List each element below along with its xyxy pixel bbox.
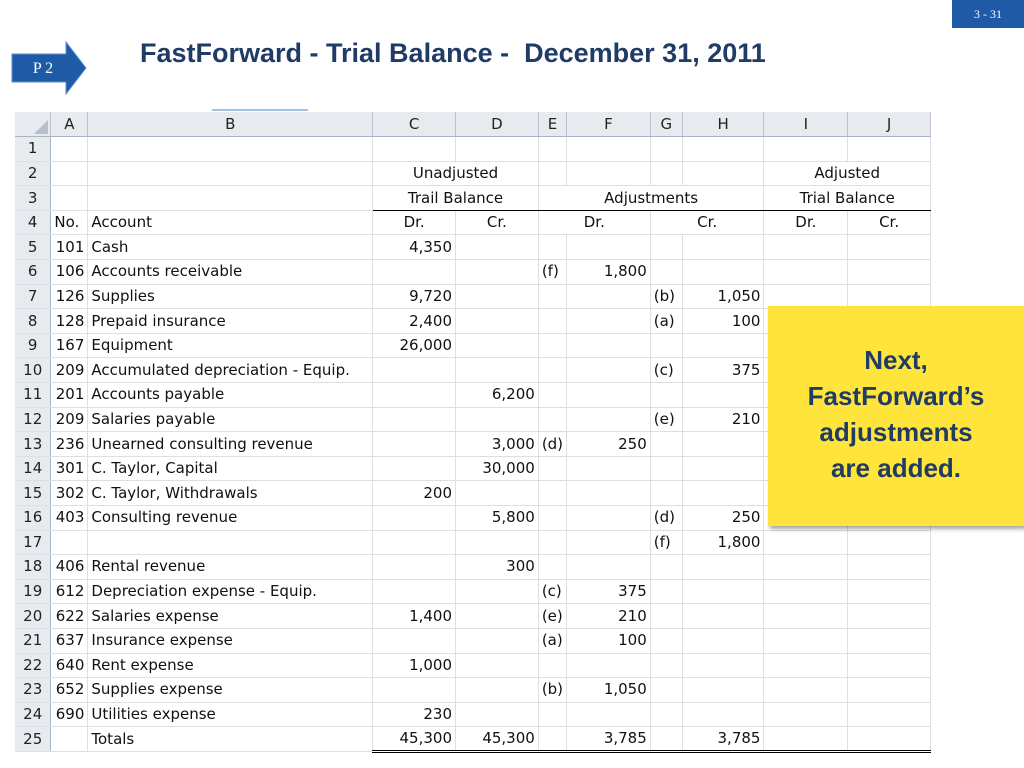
cell-unadj-cr[interactable]: 30,000 xyxy=(456,456,539,481)
row-header[interactable]: 9 xyxy=(15,333,51,358)
cell-unadj-dr[interactable]: 1,400 xyxy=(373,604,456,629)
cell-adj-dr[interactable] xyxy=(567,333,651,358)
row-header[interactable]: 5 xyxy=(15,235,51,260)
callout-line: adjustments xyxy=(819,417,973,447)
column-header-row xyxy=(15,112,931,137)
cell-account-no[interactable]: 128 xyxy=(51,309,88,334)
cell-account-no[interactable]: 301 xyxy=(51,456,88,481)
cell-unadj-dr[interactable]: 9,720 xyxy=(373,284,456,309)
column-header[interactable]: G xyxy=(650,112,682,137)
cell-unadj-cr[interactable]: 6,200 xyxy=(456,383,539,408)
table-row xyxy=(15,653,931,678)
table-row xyxy=(15,604,931,629)
row-header[interactable]: 22 xyxy=(15,653,51,678)
table-row xyxy=(15,702,931,727)
table-row xyxy=(15,161,931,186)
cell[interactable] xyxy=(848,137,931,162)
cell-unadj-cr[interactable] xyxy=(456,604,539,629)
cell-adj-cr-ref[interactable] xyxy=(650,555,682,580)
cell-adj-dr[interactable] xyxy=(567,407,651,432)
cell-adj-cr[interactable] xyxy=(682,678,764,703)
column-header[interactable]: B xyxy=(88,112,373,137)
column-header[interactable]: F xyxy=(567,112,651,137)
cell-adj-cr-ref[interactable] xyxy=(650,333,682,358)
cell-account-no[interactable]: 622 xyxy=(51,604,88,629)
header-adjusted[interactable]: Adjusted xyxy=(764,161,931,186)
row-header[interactable]: 12 xyxy=(15,407,51,432)
cell-adj-cr[interactable]: 375 xyxy=(682,358,764,383)
cell-adj-cr-ref[interactable] xyxy=(650,383,682,408)
cell-account-no[interactable]: 209 xyxy=(51,407,88,432)
cell-account-name[interactable]: Rent expense xyxy=(88,653,373,678)
cell[interactable] xyxy=(567,161,651,186)
cell-account-name[interactable]: C. Taylor, Capital xyxy=(88,456,373,481)
cell-account-name[interactable]: Salaries expense xyxy=(88,604,373,629)
cell-account-no[interactable]: 209 xyxy=(51,358,88,383)
header-trail-balance[interactable]: Trail Balance xyxy=(373,186,539,211)
cell[interactable] xyxy=(88,137,373,162)
cell-account-no[interactable]: 101 xyxy=(51,235,88,260)
table-row xyxy=(15,628,931,653)
cell-adj-dr-ref[interactable]: (d) xyxy=(538,432,566,457)
cell-adj-dr-ref[interactable] xyxy=(538,309,566,334)
table-row xyxy=(15,555,931,580)
cell-adj-dr-ref[interactable]: (b) xyxy=(538,678,566,703)
total-unadj-cr[interactable]: 45,300 xyxy=(456,727,539,752)
cell-adj-dr-ref[interactable] xyxy=(538,653,566,678)
cell-adj-cr[interactable] xyxy=(682,702,764,727)
cell-adj-cr[interactable] xyxy=(682,235,764,260)
cell-adjusted-cr[interactable] xyxy=(848,702,931,727)
cell[interactable] xyxy=(650,161,682,186)
cell[interactable] xyxy=(650,137,682,162)
header-adjusted-cr[interactable]: Cr. xyxy=(848,210,931,235)
callout-line: FastForward’s xyxy=(807,381,985,411)
cell-account-no[interactable]: 167 xyxy=(51,333,88,358)
cell-unadj-dr[interactable] xyxy=(373,628,456,653)
cell-adj-dr-ref[interactable] xyxy=(538,702,566,727)
cell-adj-dr-ref[interactable] xyxy=(538,530,566,555)
cell-unadj-cr[interactable] xyxy=(456,407,539,432)
cell-account-name[interactable]: Accumulated depreciation - Equip. xyxy=(88,358,373,383)
cell-account-name[interactable]: Salaries payable xyxy=(88,407,373,432)
cell[interactable] xyxy=(848,727,931,752)
cell-adj-cr[interactable] xyxy=(682,456,764,481)
totals-label[interactable]: Totals xyxy=(88,727,373,752)
cell-adj-cr-ref[interactable] xyxy=(650,628,682,653)
cell-adj-cr-ref[interactable]: (c) xyxy=(650,358,682,383)
cell-adj-dr-ref[interactable]: (a) xyxy=(538,628,566,653)
row-header[interactable]: 18 xyxy=(15,555,51,580)
cell-account-name[interactable]: C. Taylor, Withdrawals xyxy=(88,481,373,506)
row-header[interactable]: 24 xyxy=(15,702,51,727)
cell-adj-cr-ref[interactable]: (d) xyxy=(650,506,682,531)
cell-adjusted-dr[interactable] xyxy=(764,530,848,555)
cell[interactable] xyxy=(51,161,88,186)
cell-account-no[interactable]: 106 xyxy=(51,260,88,285)
cell-adjusted-dr[interactable] xyxy=(764,260,848,285)
cell-adj-cr-ref[interactable] xyxy=(650,702,682,727)
cell[interactable] xyxy=(51,186,88,211)
cell[interactable] xyxy=(456,137,539,162)
cell-account-no[interactable]: 406 xyxy=(51,555,88,580)
cell-unadj-cr[interactable] xyxy=(456,481,539,506)
cell-adj-cr-ref[interactable] xyxy=(650,678,682,703)
cell-account-name[interactable]: Supplies xyxy=(88,284,373,309)
cell-unadj-cr[interactable]: 5,800 xyxy=(456,506,539,531)
column-header[interactable]: H xyxy=(682,112,764,137)
callout-line: Next, xyxy=(864,345,928,375)
cell-account-no[interactable]: 690 xyxy=(51,702,88,727)
cell-account-name[interactable]: Accounts receivable xyxy=(88,260,373,285)
cell-adjusted-dr[interactable] xyxy=(764,555,848,580)
cell-adj-dr-ref[interactable]: (f) xyxy=(538,260,566,285)
cell-unadj-cr[interactable] xyxy=(456,628,539,653)
cell-unadj-cr[interactable] xyxy=(456,260,539,285)
cell[interactable] xyxy=(88,186,373,211)
cell-unadj-cr[interactable]: 300 xyxy=(456,555,539,580)
cell-unadj-cr[interactable] xyxy=(456,653,539,678)
total-adj-dr[interactable]: 3,785 xyxy=(567,727,651,752)
row-header[interactable]: 3 xyxy=(15,186,51,211)
cell-adj-dr-ref[interactable] xyxy=(538,284,566,309)
cell-adj-dr-ref[interactable] xyxy=(538,481,566,506)
cell-adjusted-dr[interactable] xyxy=(764,235,848,260)
cell-adjusted-dr[interactable] xyxy=(764,678,848,703)
cell-account-name[interactable]: Cash xyxy=(88,235,373,260)
cell-adj-cr-ref[interactable]: (a) xyxy=(650,309,682,334)
objective-label: P 2 xyxy=(32,60,54,77)
cell-account-name[interactable]: Insurance expense xyxy=(88,628,373,653)
total-unadj-dr[interactable]: 45,300 xyxy=(373,727,456,752)
cell-adj-dr[interactable] xyxy=(567,481,651,506)
cell-account-name[interactable] xyxy=(88,530,373,555)
cell-account-name[interactable]: Accounts payable xyxy=(88,383,373,408)
cell-adj-dr[interactable] xyxy=(567,506,651,531)
cell-adj-dr-ref[interactable] xyxy=(538,407,566,432)
cell-adj-dr[interactable]: 375 xyxy=(567,579,651,604)
totals-row xyxy=(15,727,931,752)
cell-adjusted-cr[interactable] xyxy=(848,628,931,653)
row-header[interactable]: 2 xyxy=(15,161,51,186)
row-header[interactable]: 14 xyxy=(15,456,51,481)
column-header[interactable]: D xyxy=(456,112,539,137)
cell-adj-dr[interactable] xyxy=(567,358,651,383)
cell-adj-dr-ref[interactable] xyxy=(538,456,566,481)
header-unadj-dr[interactable]: Dr. xyxy=(373,210,456,235)
cell-unadj-cr[interactable] xyxy=(456,333,539,358)
table-row xyxy=(15,137,931,162)
cell-account-no[interactable]: 640 xyxy=(51,653,88,678)
cell-adj-dr-ref[interactable] xyxy=(538,235,566,260)
cell-account-name[interactable]: Supplies expense xyxy=(88,678,373,703)
header-adj-cr[interactable]: Cr. xyxy=(650,210,764,235)
cell-adj-cr[interactable] xyxy=(682,579,764,604)
cell[interactable] xyxy=(51,137,88,162)
cell-unadj-cr[interactable] xyxy=(456,678,539,703)
cell-account-name[interactable]: Depreciation expense - Equip. xyxy=(88,579,373,604)
cell-adj-cr-ref[interactable] xyxy=(650,579,682,604)
cell[interactable] xyxy=(51,727,88,752)
table-row xyxy=(15,678,931,703)
cell-account-name[interactable]: Unearned consulting revenue xyxy=(88,432,373,457)
cell-unadj-dr[interactable] xyxy=(373,579,456,604)
table-row xyxy=(15,579,931,604)
cell-adj-cr[interactable]: 100 xyxy=(682,309,764,334)
cell-adj-cr[interactable]: 250 xyxy=(682,506,764,531)
cell[interactable] xyxy=(373,137,456,162)
cell-account-no[interactable]: 236 xyxy=(51,432,88,457)
cell-account-no[interactable]: 612 xyxy=(51,579,88,604)
cell-unadj-dr[interactable]: 230 xyxy=(373,702,456,727)
cell-account-name[interactable]: Equipment xyxy=(88,333,373,358)
cell-adj-dr-ref[interactable]: (c) xyxy=(538,579,566,604)
cell-adj-cr[interactable] xyxy=(682,604,764,629)
row-header[interactable]: 16 xyxy=(15,506,51,531)
cell-adj-cr[interactable] xyxy=(682,260,764,285)
cell[interactable] xyxy=(682,137,764,162)
cell[interactable] xyxy=(682,161,764,186)
column-header[interactable]: E xyxy=(538,112,566,137)
cell-adj-cr[interactable] xyxy=(682,555,764,580)
cell-adj-dr[interactable]: 210 xyxy=(567,604,651,629)
row-header[interactable]: 15 xyxy=(15,481,51,506)
cell-account-no[interactable]: 403 xyxy=(51,506,88,531)
cell-account-no[interactable] xyxy=(51,530,88,555)
cell-adj-cr-ref[interactable] xyxy=(650,432,682,457)
cell-adj-cr-ref[interactable] xyxy=(650,481,682,506)
cell-adj-dr[interactable]: 250 xyxy=(567,432,651,457)
cell-unadj-dr[interactable] xyxy=(373,407,456,432)
cell-unadj-cr[interactable] xyxy=(456,530,539,555)
cell-adj-dr[interactable] xyxy=(567,284,651,309)
table-row xyxy=(15,235,931,260)
cell-adjusted-dr[interactable] xyxy=(764,653,848,678)
cell-adj-cr[interactable] xyxy=(682,383,764,408)
column-header[interactable]: I xyxy=(764,112,848,137)
row-header[interactable]: 1 xyxy=(15,137,51,162)
cell-unadj-dr[interactable] xyxy=(373,456,456,481)
cell-adj-cr[interactable] xyxy=(682,333,764,358)
header-adj-dr[interactable]: Dr. xyxy=(538,210,650,235)
cell-adj-cr[interactable]: 1,050 xyxy=(682,284,764,309)
cell-adjusted-dr[interactable] xyxy=(764,628,848,653)
table-row xyxy=(15,210,931,235)
header-no[interactable]: No. xyxy=(51,210,88,235)
cell-unadj-dr[interactable] xyxy=(373,530,456,555)
cell-adjusted-cr[interactable] xyxy=(848,555,931,580)
row-header[interactable]: 21 xyxy=(15,628,51,653)
cell-unadj-dr[interactable]: 2,400 xyxy=(373,309,456,334)
cell-adj-dr[interactable]: 1,050 xyxy=(567,678,651,703)
callout-note xyxy=(768,306,1024,526)
cell[interactable] xyxy=(764,727,848,752)
cell-unadj-dr[interactable]: 4,350 xyxy=(373,235,456,260)
cell-adj-cr-ref[interactable] xyxy=(650,260,682,285)
cell-unadj-cr[interactable] xyxy=(456,358,539,383)
cell-adj-cr[interactable]: 1,800 xyxy=(682,530,764,555)
cell-adj-dr[interactable] xyxy=(567,456,651,481)
cell-adj-dr[interactable] xyxy=(567,702,651,727)
cell-account-no[interactable]: 652 xyxy=(51,678,88,703)
cell-adj-dr[interactable]: 100 xyxy=(567,628,651,653)
page-title: FastForward - Trial Balance - December 31, 2011 xyxy=(140,38,766,68)
cell-adjusted-cr[interactable] xyxy=(848,653,931,678)
cell-account-no[interactable]: 637 xyxy=(51,628,88,653)
cell[interactable] xyxy=(764,137,848,162)
cell-account-no[interactable]: 302 xyxy=(51,481,88,506)
cell-unadj-dr[interactable]: 1,000 xyxy=(373,653,456,678)
cell-adjusted-cr[interactable] xyxy=(848,260,931,285)
cell-adjusted-dr[interactable] xyxy=(764,604,848,629)
cell-adj-cr[interactable] xyxy=(682,432,764,457)
cell-adj-dr[interactable] xyxy=(567,383,651,408)
header-adjusted-dr[interactable]: Dr. xyxy=(764,210,848,235)
cell-adj-cr[interactable] xyxy=(682,653,764,678)
cell-adjusted-cr[interactable] xyxy=(848,604,931,629)
column-header[interactable]: A xyxy=(51,112,88,137)
row-header[interactable]: 11 xyxy=(15,383,51,408)
cell-unadj-cr[interactable] xyxy=(456,309,539,334)
cell-adj-dr-ref[interactable] xyxy=(538,506,566,531)
callout-line: are added. xyxy=(830,453,962,483)
column-header[interactable]: C xyxy=(373,112,456,137)
cell-adj-dr[interactable] xyxy=(567,653,651,678)
cell-adjusted-dr[interactable] xyxy=(764,579,848,604)
cell-adjusted-cr[interactable] xyxy=(848,235,931,260)
cell-adjusted-dr[interactable] xyxy=(764,702,848,727)
cell-account-name[interactable]: Utilities expense xyxy=(88,702,373,727)
cell-adjusted-cr[interactable] xyxy=(848,579,931,604)
cell-unadj-dr[interactable]: 26,000 xyxy=(373,333,456,358)
column-header[interactable]: J xyxy=(848,112,931,137)
cell-adj-dr-ref[interactable] xyxy=(538,358,566,383)
cell-unadj-dr[interactable] xyxy=(373,555,456,580)
cell-unadj-cr[interactable] xyxy=(456,235,539,260)
cell-unadj-cr[interactable] xyxy=(456,284,539,309)
cell-adj-cr[interactable]: 210 xyxy=(682,407,764,432)
cell-adjusted-cr[interactable] xyxy=(848,530,931,555)
cell-adj-cr-ref[interactable] xyxy=(650,604,682,629)
cell-adj-dr-ref[interactable] xyxy=(538,555,566,580)
cell[interactable] xyxy=(538,137,566,162)
cell-unadj-dr[interactable] xyxy=(373,383,456,408)
cell-adj-cr-ref[interactable] xyxy=(650,235,682,260)
header-unadj-cr[interactable]: Cr. xyxy=(456,210,539,235)
table-row xyxy=(15,186,931,211)
cell-adj-dr-ref[interactable]: (e) xyxy=(538,604,566,629)
cell-adj-dr-ref[interactable] xyxy=(538,333,566,358)
cell-account-name[interactable]: Consulting revenue xyxy=(88,506,373,531)
cell-adjusted-cr[interactable] xyxy=(848,678,931,703)
cell-unadj-dr[interactable] xyxy=(373,432,456,457)
select-all-corner[interactable] xyxy=(15,112,51,137)
cell-adj-dr[interactable]: 1,800 xyxy=(567,260,651,285)
cell-unadj-dr[interactable] xyxy=(373,506,456,531)
cell-account-no[interactable]: 201 xyxy=(51,383,88,408)
cell-unadj-dr[interactable] xyxy=(373,358,456,383)
cell[interactable] xyxy=(567,137,651,162)
header-unadjusted[interactable]: Unadjusted xyxy=(373,161,539,186)
cell[interactable] xyxy=(650,727,682,752)
header-account[interactable]: Account xyxy=(88,210,373,235)
cell-account-name[interactable]: Prepaid insurance xyxy=(88,309,373,334)
cell-adj-dr[interactable] xyxy=(567,309,651,334)
cell-unadj-dr[interactable] xyxy=(373,678,456,703)
header-trial-balance[interactable]: Trial Balance xyxy=(764,186,931,211)
row-header[interactable]: 25 xyxy=(15,727,51,752)
row-header[interactable]: 13 xyxy=(15,432,51,457)
cell-account-no[interactable]: 126 xyxy=(51,284,88,309)
row-header[interactable]: 17 xyxy=(15,530,51,555)
cell-adj-cr-ref[interactable]: (f) xyxy=(650,530,682,555)
row-header[interactable]: 6 xyxy=(15,260,51,285)
row-header[interactable]: 19 xyxy=(15,579,51,604)
cell-unadj-cr[interactable] xyxy=(456,702,539,727)
table-row xyxy=(15,530,931,555)
cell[interactable] xyxy=(538,727,566,752)
slide-number: 3 - 31 xyxy=(952,0,1024,28)
row-header[interactable]: 20 xyxy=(15,604,51,629)
cell-adj-cr[interactable] xyxy=(682,628,764,653)
row-header[interactable]: 10 xyxy=(15,358,51,383)
header-adjustments[interactable]: Adjustments xyxy=(538,186,764,211)
cell-unadj-cr[interactable] xyxy=(456,579,539,604)
row-header[interactable]: 4 xyxy=(15,210,51,235)
cell-adj-dr-ref[interactable] xyxy=(538,383,566,408)
table-row xyxy=(15,260,931,285)
cell-adj-cr-ref[interactable]: (e) xyxy=(650,407,682,432)
cell-adj-cr-ref[interactable] xyxy=(650,653,682,678)
cell-unadj-dr[interactable] xyxy=(373,260,456,285)
cell-unadj-dr[interactable]: 200 xyxy=(373,481,456,506)
cell[interactable] xyxy=(88,161,373,186)
row-header[interactable]: 8 xyxy=(15,309,51,334)
cell[interactable] xyxy=(538,161,566,186)
divider xyxy=(212,109,308,111)
cell-adj-cr[interactable] xyxy=(682,481,764,506)
row-header[interactable]: 7 xyxy=(15,284,51,309)
total-adj-cr[interactable]: 3,785 xyxy=(682,727,764,752)
cell-adj-dr[interactable] xyxy=(567,555,651,580)
cell-adj-dr[interactable] xyxy=(567,235,651,260)
cell-unadj-cr[interactable]: 3,000 xyxy=(456,432,539,457)
cell-account-name[interactable]: Rental revenue xyxy=(88,555,373,580)
cell-adj-cr-ref[interactable] xyxy=(650,456,682,481)
cell-adj-dr[interactable] xyxy=(567,530,651,555)
row-header[interactable]: 23 xyxy=(15,678,51,703)
cell-adj-cr-ref[interactable]: (b) xyxy=(650,284,682,309)
